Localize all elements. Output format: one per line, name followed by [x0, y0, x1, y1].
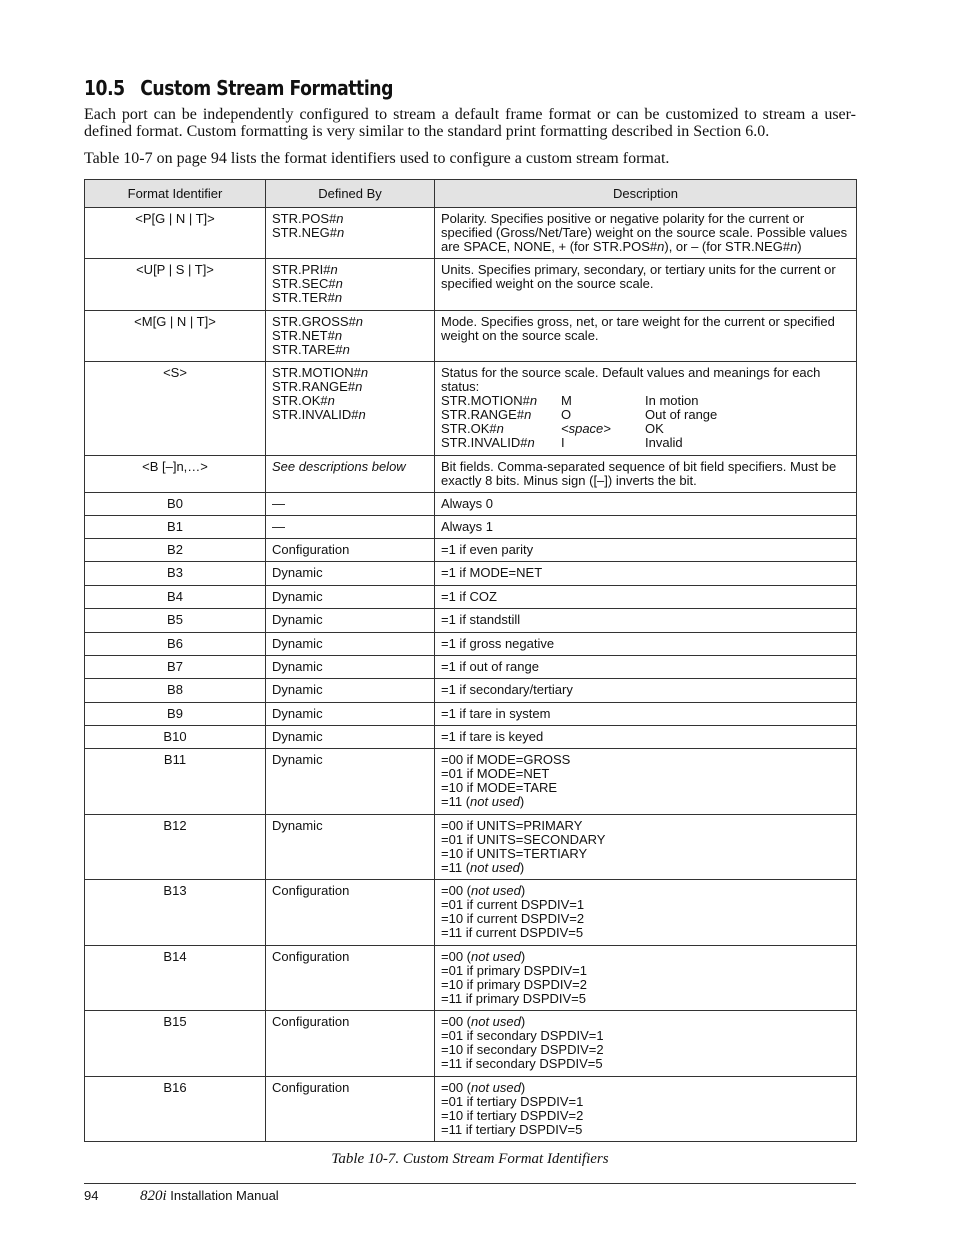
- description-cell: [435, 539, 857, 562]
- table-row: [85, 362, 857, 456]
- defined-by-cell: Configuration: [266, 539, 435, 562]
- defined-by-cell: Configuration: [266, 1077, 435, 1142]
- description-line: =11 if current DSPDIV=5: [441, 925, 584, 940]
- defined-by-list: STR.MOTION#n STR.RANGE#n STR.OK#n STR.INVALID#n: [272, 365, 369, 422]
- table-row: [85, 1077, 857, 1142]
- description-line: =01 if primary DSPDIV=1: [441, 963, 587, 978]
- table-row: [85, 633, 857, 656]
- description-text: =1 if standstill: [441, 612, 521, 627]
- defined-by-cell: —: [266, 516, 435, 539]
- table-row: [85, 539, 857, 562]
- description-cell: [435, 208, 857, 259]
- intro-paragraph: Each port can be independently configured to stream a default frame format or can be customized to stream a user-defined format. Custom formatting is very similar to the standard print formatting described in Section 6.0.: [84, 106, 856, 140]
- description-cell: [435, 880, 857, 946]
- description-line: =00 (not used): [441, 883, 526, 898]
- format-identifier-cell: B16: [85, 1077, 266, 1142]
- description-text: Mode. Specifies gross, net, or tare weight for the current or specified weight on the source scale.: [441, 314, 835, 343]
- description-line: =00 if MODE=GROSS: [441, 752, 571, 767]
- table-row: [85, 656, 857, 679]
- status-name: STR.RANGE#n: [441, 407, 532, 422]
- section-number: 10.5: [84, 76, 125, 100]
- description-line: =01 if secondary DSPDIV=1: [441, 1028, 604, 1043]
- description-line: =10 if UNITS=TERTIARY: [441, 846, 588, 861]
- description-cell: [435, 562, 857, 586]
- table-row: [85, 1011, 857, 1077]
- header-format-identifier: Format Identifier: [85, 180, 266, 208]
- defined-by-cell: [266, 208, 435, 259]
- defined-by-cell: Dynamic: [266, 656, 435, 679]
- description-text: Always 0: [441, 496, 494, 511]
- table-row: [85, 703, 857, 726]
- table-row: [85, 311, 857, 362]
- format-identifier-cell: B3: [85, 562, 266, 586]
- description-line: =10 if primary DSPDIV=2: [441, 977, 587, 992]
- description-cell: [435, 656, 857, 679]
- table-row: [85, 516, 857, 539]
- description-text: =1 if COZ: [441, 589, 497, 604]
- format-identifier-cell: <S>: [85, 362, 266, 456]
- description-text: Always 1: [441, 519, 494, 534]
- description-text: =1 if tare in system: [441, 706, 551, 721]
- table-body: [85, 208, 857, 1142]
- table-row: [85, 815, 857, 880]
- format-identifier-cell: B0: [85, 493, 266, 516]
- format-identifier-cell: B9: [85, 703, 266, 726]
- description-line: =01 if MODE=NET: [441, 766, 550, 781]
- table-row: [85, 679, 857, 703]
- defined-by-cell: Configuration: [266, 1011, 435, 1077]
- description-cell: [435, 311, 857, 362]
- format-identifier-cell: B2: [85, 539, 266, 562]
- format-identifier-cell: <M[G | N | T]>: [85, 311, 266, 362]
- table-row: [85, 493, 857, 516]
- table-row: [85, 456, 857, 493]
- defined-by-cell: [266, 456, 435, 493]
- description-line: =01 if tertiary DSPDIV=1: [441, 1094, 584, 1109]
- format-identifier-cell: B5: [85, 609, 266, 633]
- description-line: =00 if UNITS=PRIMARY: [441, 818, 583, 833]
- format-identifier-cell: B13: [85, 880, 266, 946]
- defined-by-cell: [266, 259, 435, 311]
- description-text: Bit fields. Comma-separated sequence of bit field specifiers. Must be exactly 8 bits. Minus sign ([–]) inverts the bit.: [441, 459, 837, 488]
- description-text: Units. Specifies primary, secondary, or tertiary units for the current or specified weight on the source scale.: [441, 262, 836, 291]
- description-text: Status for the source scale. Default values and meanings for each status:: [441, 365, 821, 394]
- status-name: STR.OK#n: [441, 421, 504, 436]
- page-footer: [84, 1188, 279, 1205]
- defined-by-cell: Dynamic: [266, 703, 435, 726]
- description-line: =01 if current DSPDIV=1: [441, 897, 585, 912]
- status-meaning: In motion: [645, 393, 699, 408]
- defined-by-cell: Configuration: [266, 946, 435, 1011]
- status-code: I: [561, 435, 565, 450]
- table-row: [85, 609, 857, 633]
- description-line: =11 if tertiary DSPDIV=5: [441, 1122, 583, 1137]
- footer-rule: [84, 1183, 856, 1184]
- format-identifier-cell: B8: [85, 679, 266, 703]
- description-cell: [435, 493, 857, 516]
- status-meaning: OK: [645, 421, 664, 436]
- table-row: [85, 562, 857, 586]
- description-text: =1 if secondary/tertiary: [441, 682, 573, 697]
- description-cell: [435, 679, 857, 703]
- format-identifier-cell: B6: [85, 633, 266, 656]
- description-cell: [435, 1011, 857, 1077]
- status-values-grid: [441, 394, 850, 450]
- status-meaning: Out of range: [645, 407, 718, 422]
- format-identifier-cell: <B [–]n,…>: [85, 456, 266, 493]
- header-description: Description: [435, 180, 857, 208]
- format-identifier-cell: <P[G | N | T]>: [85, 208, 266, 259]
- page-number: 94: [84, 1188, 99, 1203]
- description-text: =1 if even parity: [441, 542, 534, 557]
- description-cell: [435, 946, 857, 1011]
- table-row: [85, 880, 857, 946]
- description-line: =10 if tertiary DSPDIV=2: [441, 1108, 584, 1123]
- format-identifier-table: [84, 179, 857, 1142]
- description-cell: [435, 456, 857, 493]
- status-code: <space>: [561, 421, 611, 436]
- defined-by-list: STR.GROSS#n STR.NET#n STR.TARE#n: [272, 314, 364, 357]
- description-line: =11 if secondary DSPDIV=5: [441, 1056, 603, 1071]
- defined-by-cell: —: [266, 493, 435, 516]
- product-model: 820i: [140, 1188, 167, 1204]
- description-line: =00 (not used): [441, 1080, 526, 1095]
- header-defined-by: Defined By: [266, 180, 435, 208]
- defined-by-cell: Dynamic: [266, 726, 435, 749]
- description-cell: [435, 586, 857, 609]
- defined-by-cell: Dynamic: [266, 633, 435, 656]
- table-row: [85, 726, 857, 749]
- defined-by-cell: [266, 362, 435, 456]
- description-cell: [435, 633, 857, 656]
- description-text: Polarity. Specifies positive or negative polarity for the current or specified (Gross/Net/Tare) weight on the source scale. Possible values are SPACE, NONE, + (for STR.POS#n), or – (for STR.NEG#n): [441, 211, 848, 254]
- format-identifier-cell: <U[P | S | T]>: [85, 259, 266, 311]
- description-text: =1 if gross negative: [441, 636, 555, 651]
- format-identifier-cell: B15: [85, 1011, 266, 1077]
- defined-by-cell: Dynamic: [266, 609, 435, 633]
- format-identifier-cell: B14: [85, 946, 266, 1011]
- defined-by-list: STR.PRI#n STR.SEC#n STR.TER#n: [272, 262, 343, 305]
- status-name: STR.MOTION#n: [441, 393, 538, 408]
- format-identifier-cell: B11: [85, 749, 266, 815]
- defined-by-cell: [266, 311, 435, 362]
- description-cell: [435, 516, 857, 539]
- status-code: M: [561, 393, 572, 408]
- table-row: [85, 259, 857, 311]
- description-line: =01 if UNITS=SECONDARY: [441, 832, 606, 847]
- defined-by-cell: Dynamic: [266, 562, 435, 586]
- description-line: =00 (not used): [441, 949, 526, 964]
- description-line: =11 (not used): [441, 794, 525, 809]
- table-reference-paragraph: Table 10-7 on page 94 lists the format identifiers used to configure a custom stream format.: [84, 150, 670, 167]
- format-identifier-cell: B7: [85, 656, 266, 679]
- description-cell: [435, 749, 857, 815]
- description-cell: [435, 703, 857, 726]
- status-meaning: Invalid: [645, 435, 683, 450]
- format-identifier-cell: B10: [85, 726, 266, 749]
- description-line: =11 (not used): [441, 860, 525, 875]
- description-cell: [435, 1077, 857, 1142]
- description-line: =11 if primary DSPDIV=5: [441, 991, 586, 1006]
- section-title: Custom Stream Formatting: [140, 76, 393, 100]
- description-text: =1 if tare is keyed: [441, 729, 544, 744]
- defined-by-cell: Configuration: [266, 880, 435, 946]
- format-identifier-cell: B4: [85, 586, 266, 609]
- format-identifier-cell: B1: [85, 516, 266, 539]
- description-line: =10 if current DSPDIV=2: [441, 911, 585, 926]
- defined-by-cell: Dynamic: [266, 815, 435, 880]
- table-row: [85, 749, 857, 815]
- table-row: [85, 208, 857, 259]
- defined-by-cell: Dynamic: [266, 749, 435, 815]
- description-cell: [435, 259, 857, 311]
- table-caption: Table 10-7. Custom Stream Format Identifiers: [331, 1151, 609, 1167]
- description-cell: [435, 362, 857, 456]
- description-line: =10 if MODE=TARE: [441, 780, 558, 795]
- format-identifier-cell: B12: [85, 815, 266, 880]
- description-line: =10 if secondary DSPDIV=2: [441, 1042, 604, 1057]
- description-line: =00 (not used): [441, 1014, 526, 1029]
- status-name: STR.INVALID#n: [441, 435, 535, 450]
- description-cell: [435, 726, 857, 749]
- description-cell: [435, 609, 857, 633]
- defined-by-cell: Dynamic: [266, 586, 435, 609]
- description-cell: [435, 815, 857, 880]
- table-header-row: [85, 180, 857, 208]
- manual-title: Installation Manual: [170, 1188, 279, 1203]
- table-row: [85, 586, 857, 609]
- defined-by-note: See descriptions below: [272, 459, 406, 474]
- description-text: =1 if MODE=NET: [441, 565, 543, 580]
- defined-by-list: STR.POS#n STR.NEG#n: [272, 211, 345, 240]
- status-code: O: [561, 407, 572, 422]
- section-heading: [84, 76, 393, 100]
- description-text: =1 if out of range: [441, 659, 539, 674]
- defined-by-cell: Dynamic: [266, 679, 435, 703]
- table-row: [85, 946, 857, 1011]
